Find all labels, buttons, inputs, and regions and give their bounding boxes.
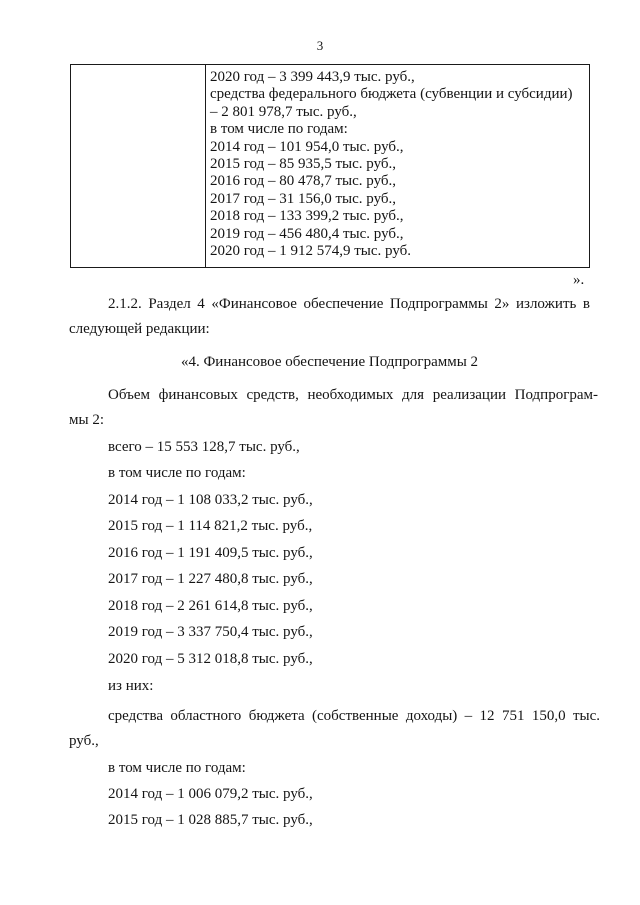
table-line: 2020 год – 1 912 574,9 тыс. руб. [210, 243, 412, 260]
section-instruction-line-1: 2.1.2. Раздел 4 «Финансовое обеспечение Подпрограммы 2» изложить в [108, 296, 590, 312]
by-years-label-2: в том числе по годам: [108, 760, 246, 776]
table-line: 2017 год – 31 156,0 тыс. руб., [210, 190, 397, 207]
table-line: – 2 801 978,7 тыс. руб., [210, 103, 357, 120]
closing-quote: ». [573, 272, 585, 288]
year-line: 2016 год – 1 191 409,5 тыс. руб., [108, 545, 313, 561]
of-them-label: из них: [108, 678, 154, 694]
table-line: 2015 год – 85 935,5 тыс. руб., [210, 156, 397, 173]
year-line: 2015 год – 1 114 821,2 тыс. руб., [108, 518, 313, 534]
intro-line-1: Объем финансовых средств, необходимых для реализации Подпрограм- [108, 387, 598, 403]
table-line: средства федерального бюджета (субвенции и субсидии) [210, 86, 573, 103]
intro-line-2: мы 2: [69, 412, 104, 428]
regional-budget-line-2: руб., [69, 733, 99, 749]
table-line: 2016 год – 80 478,7 тыс. руб., [210, 173, 397, 190]
regional-year-line: 2014 год – 1 006 079,2 тыс. руб., [108, 786, 313, 802]
regional-budget-line-1: средства областного бюджета (собственные доходы) – 12 751 150,0 тыс. [108, 708, 600, 724]
year-line: 2020 год – 5 312 018,8 тыс. руб., [108, 651, 313, 667]
year-line: 2019 год – 3 337 750,4 тыс. руб., [108, 624, 313, 640]
year-line: 2014 год – 1 108 033,2 тыс. руб., [108, 492, 313, 508]
page-number: 3 [316, 38, 324, 53]
table-line: 2020 год – 3 399 443,9 тыс. руб., [210, 69, 415, 85]
section-instruction-line-2: следующей редакции: [69, 321, 210, 337]
table-line: в том числе по годам: [210, 121, 348, 138]
year-line: 2018 год – 2 261 614,8 тыс. руб., [108, 598, 313, 614]
table-left-cell [71, 65, 206, 267]
section-heading: «4. Финансовое обеспечение Подпрограммы 2 [180, 354, 479, 370]
total-line: всего – 15 553 128,7 тыс. руб., [108, 439, 300, 455]
table-right-cell [206, 65, 589, 267]
table-line: 2019 год – 456 480,4 тыс. руб., [210, 225, 404, 242]
regional-year-line: 2015 год – 1 028 885,7 тыс. руб., [108, 812, 313, 828]
table-line: 2018 год – 133 399,2 тыс. руб., [210, 208, 404, 225]
table-line: 2014 год – 101 954,0 тыс. руб., [210, 138, 404, 155]
budget-table [70, 64, 590, 268]
by-years-label: в том числе по годам: [108, 465, 246, 481]
year-line: 2017 год – 1 227 480,8 тыс. руб., [108, 571, 313, 587]
